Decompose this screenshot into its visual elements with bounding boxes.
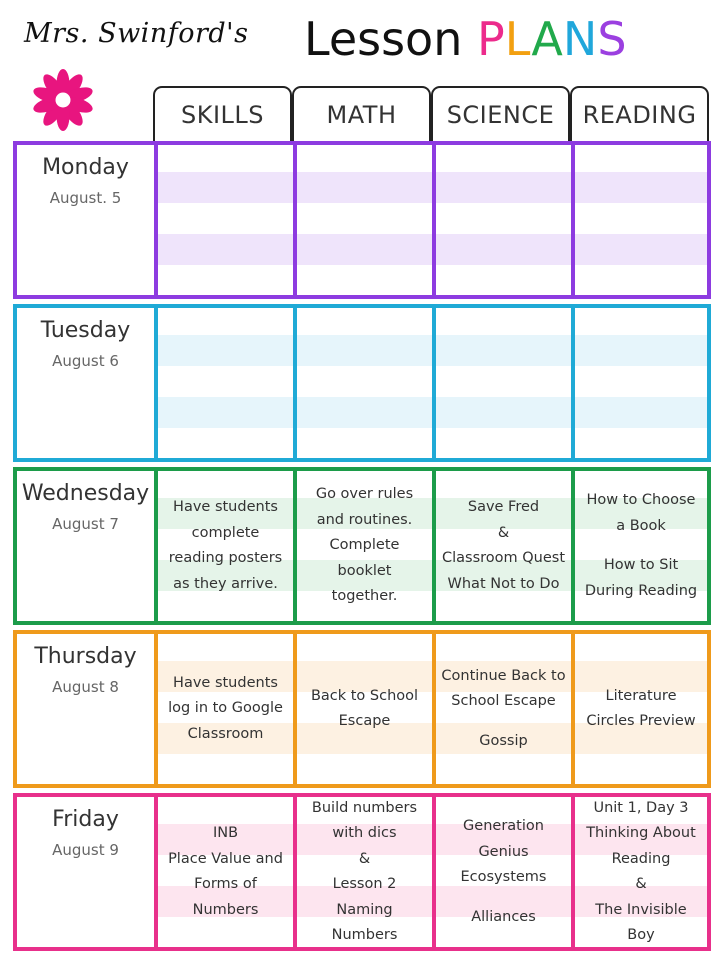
lesson-cell-math[interactable] <box>293 797 432 947</box>
lesson-line: Unit 1, Day 3 <box>593 799 689 816</box>
lesson-text <box>575 634 707 784</box>
lesson-cell-science[interactable] <box>432 634 571 784</box>
lesson-line: Numbers <box>331 927 398 943</box>
lesson-line: Circles Preview <box>586 713 696 729</box>
lesson-cell-science[interactable] <box>432 797 571 947</box>
lesson-line: Thinking About <box>586 825 696 841</box>
lesson-line: School Escape <box>451 693 556 710</box>
flower-center <box>56 93 71 108</box>
lesson-line: INB <box>212 825 239 841</box>
lesson-line: as they arrive. <box>173 575 278 592</box>
lesson-cell-math[interactable] <box>293 145 432 295</box>
lesson-line: & <box>358 850 371 867</box>
lesson-line: Ecosystems <box>460 869 547 885</box>
lesson-text <box>436 634 571 784</box>
day-name: Monday <box>42 155 129 180</box>
teacher-name: Mrs. Swinford's <box>24 18 249 49</box>
lesson-line: Build numbers <box>311 799 418 816</box>
lesson-line: The Invisible <box>595 901 687 918</box>
lesson-line: Have students <box>173 499 278 515</box>
lesson-text <box>158 634 293 784</box>
lesson-line: and routines. <box>316 511 413 528</box>
flower-icon <box>29 66 97 134</box>
lesson-line: Gossip <box>479 732 528 749</box>
day-date: August 9 <box>52 841 119 859</box>
lesson-line: Have students <box>173 674 278 691</box>
lesson-line: Classroom Quest <box>441 550 566 566</box>
lesson-text <box>436 145 571 295</box>
lesson-line: Go over rules <box>315 486 414 503</box>
lesson-line: Reading <box>611 850 671 867</box>
lesson-text <box>297 797 432 947</box>
column-header-math: MATH <box>292 86 431 142</box>
lesson-line: Escape <box>338 713 391 729</box>
lesson-text <box>575 308 707 458</box>
title-plans-letter: N <box>562 12 598 66</box>
lesson-text <box>575 145 707 295</box>
lesson-cell-reading[interactable] <box>571 634 707 784</box>
day-label-cell <box>17 145 154 295</box>
lesson-line: Save Fred <box>467 499 540 515</box>
lesson-line: Literature <box>605 687 677 704</box>
lesson-line: together. <box>331 588 398 605</box>
lesson-line: with dics <box>332 825 397 841</box>
lesson-line: & <box>497 524 510 541</box>
lesson-line: Naming <box>336 901 393 918</box>
header <box>0 0 720 80</box>
day-date: August 8 <box>52 678 119 696</box>
lesson-text <box>297 308 432 458</box>
title-plans-letter: P <box>476 12 505 66</box>
lesson-line: Back to School <box>310 687 419 704</box>
lesson-line: Numbers <box>192 901 259 918</box>
lesson-text <box>297 634 432 784</box>
column-header-skills: SKILLS <box>153 86 292 142</box>
lesson-line: Continue Back to <box>441 667 566 684</box>
lesson-cell-skills[interactable] <box>154 145 293 295</box>
day-label-cell <box>17 471 154 621</box>
day-date: August 7 <box>52 515 119 533</box>
day-label-cell <box>17 308 154 458</box>
lesson-text <box>297 471 432 621</box>
lesson-cell-reading[interactable] <box>571 308 707 458</box>
lesson-cell-skills[interactable] <box>154 797 293 947</box>
column-header-reading: READING <box>570 86 709 142</box>
lesson-line: Boy <box>627 927 655 943</box>
lesson-cell-reading[interactable] <box>571 145 707 295</box>
title-plans-letter: A <box>531 12 563 66</box>
lesson-text <box>158 471 293 621</box>
lesson-line: Alliances <box>471 908 536 925</box>
lesson-cell-skills[interactable] <box>154 634 293 784</box>
lesson-cell-skills[interactable] <box>154 308 293 458</box>
lesson-text <box>575 471 707 621</box>
lesson-cell-science[interactable] <box>432 145 571 295</box>
day-row-monday <box>13 141 711 299</box>
lesson-line: Genius <box>478 843 529 860</box>
title-plans <box>477 12 627 66</box>
day-name: Friday <box>52 807 119 832</box>
lesson-line: Complete <box>329 537 400 554</box>
lesson-text <box>436 797 571 947</box>
lesson-text <box>297 145 432 295</box>
lesson-line: Classroom <box>187 725 264 742</box>
day-row-friday <box>13 793 711 951</box>
lesson-line: complete <box>191 524 260 541</box>
lesson-line: reading posters <box>168 550 283 566</box>
day-row-wednesday <box>13 467 711 625</box>
page-title <box>304 8 627 70</box>
title-plans-letter: S <box>597 12 627 66</box>
day-label-cell <box>17 797 154 947</box>
lesson-cell-science[interactable] <box>432 308 571 458</box>
lesson-line: How to Sit <box>603 557 679 573</box>
lesson-cell-math[interactable] <box>293 471 432 621</box>
lesson-line: Generation <box>463 818 544 834</box>
lesson-line: log in to Google <box>168 700 283 717</box>
title-lesson: Lesson <box>304 12 463 66</box>
lesson-line: a Book <box>616 517 666 534</box>
title-plans-letter: L <box>504 12 532 66</box>
lesson-text <box>575 797 707 947</box>
lesson-line: Lesson 2 <box>332 876 397 892</box>
lesson-cell-science[interactable] <box>432 471 571 621</box>
lesson-cell-reading[interactable] <box>571 797 707 947</box>
lesson-text <box>436 308 571 458</box>
lesson-cell-reading[interactable] <box>571 471 707 621</box>
day-date: August 6 <box>52 352 119 370</box>
column-header-science: SCIENCE <box>431 86 570 142</box>
lesson-line: What Not to Do <box>447 575 560 592</box>
day-label-cell <box>17 634 154 784</box>
lesson-cell-skills[interactable] <box>154 471 293 621</box>
lesson-line: booklet <box>337 562 392 579</box>
day-row-thursday <box>13 630 711 788</box>
lesson-cell-math[interactable] <box>293 308 432 458</box>
lesson-text <box>158 145 293 295</box>
lesson-line: & <box>635 876 647 892</box>
day-name: Wednesday <box>21 481 150 506</box>
lesson-text <box>158 797 293 947</box>
lesson-text <box>158 308 293 458</box>
lesson-line: Forms of <box>194 876 257 892</box>
lesson-text <box>436 471 571 621</box>
lesson-line: Place Value and <box>168 850 283 867</box>
day-date: August. 5 <box>49 189 122 207</box>
lesson-line: How to Choose <box>586 492 696 508</box>
day-name: Thursday <box>34 644 137 669</box>
lesson-line: During Reading <box>584 582 698 599</box>
day-row-tuesday <box>13 304 711 462</box>
lesson-cell-math[interactable] <box>293 634 432 784</box>
day-name: Tuesday <box>40 318 131 343</box>
